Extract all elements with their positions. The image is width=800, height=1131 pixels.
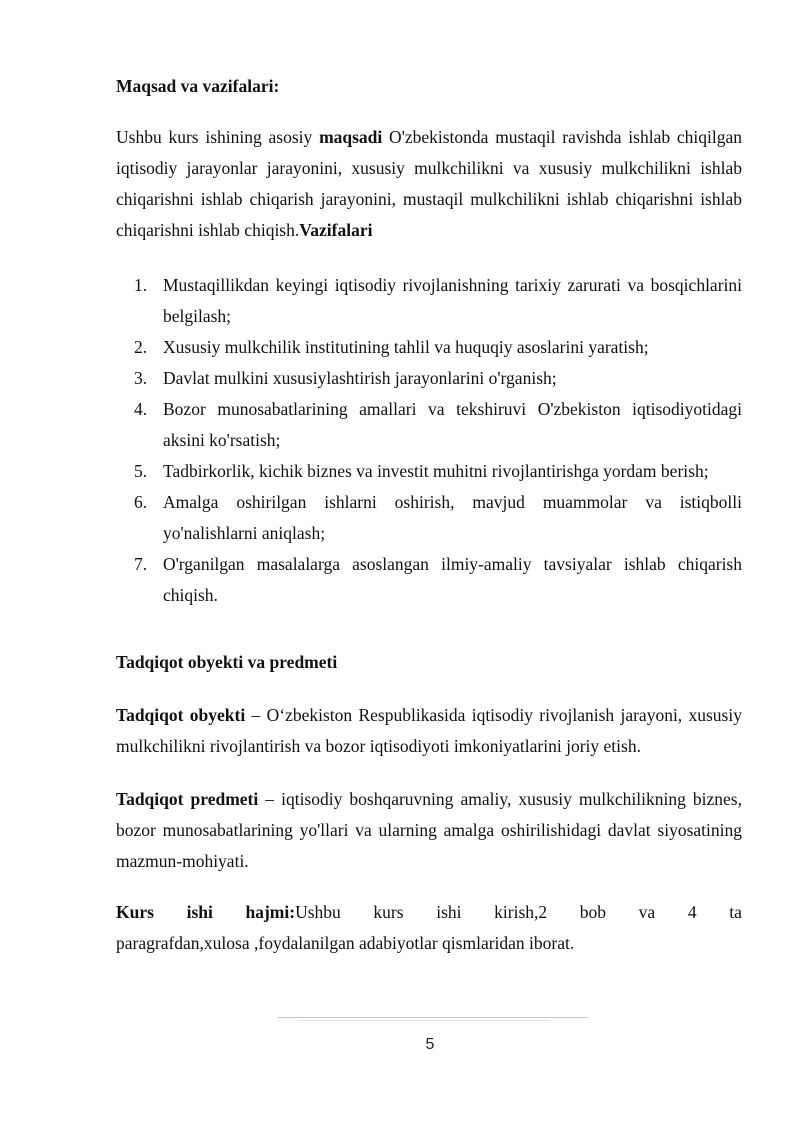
list-number: 7. (134, 554, 148, 574)
intro-bold-maqsadi: maqsadi (319, 127, 383, 147)
heading-goals: Maqsad va vazifalari: (116, 76, 280, 96)
subject-text: – iqtisodiy boshqaruvning amaliy, xususiy mulkchilikning biznes, bozor munosabatlarining yo'llari va ularning amalga oshirilishidagi davlat siyosatining mazmun-mohiyati. (116, 789, 742, 871)
list-text: Amalga oshirilgan ishlarni oshirish, mavjud muammolar va istiqbolli yo'nalishlarni aniqlash; (163, 492, 742, 543)
volume-word: kurs (373, 902, 404, 922)
list-number: 5. (134, 461, 148, 481)
volume-word: Ushbu (295, 902, 341, 922)
list-item (116, 487, 742, 549)
volume-word: kirish,2 (494, 902, 548, 922)
volume-word: Kurs (116, 902, 154, 922)
list-item (116, 549, 742, 611)
list-text: Tadbirkorlik, kichik biznes va investit muhitni rivojlantirishga yordam berish; (163, 461, 709, 481)
list-text: Bozor munosabatlarining amallari va tekshiruvi O'zbekiston iqtisodiyotidagi aksini ko'rsatish; (163, 399, 742, 450)
list-number: 6. (134, 492, 148, 512)
volume-line-1 (116, 897, 742, 928)
object-paragraph (116, 700, 742, 762)
volume-line-2: paragrafdan,xulosa ,foydalanilgan adabiyotlar qismlaridan iborat. (116, 933, 575, 953)
list-number: 2. (134, 337, 148, 357)
list-text: O'rganilgan masalalarga asoslangan ilmiy-amaliy tavsiyalar ishlab chiqarish chiqish. (163, 554, 742, 605)
volume-word: ishi (436, 902, 462, 922)
list-text: Xususiy mulkchilik institutining tahlil va huquqiy asoslarini yaratish; (163, 337, 649, 357)
footer-divider-shadow (300, 1020, 550, 1021)
object-label: Tadqiqot obyekti (116, 705, 246, 725)
list-item (116, 394, 742, 456)
intro-paragraph (116, 122, 742, 246)
volume-word: ta (729, 902, 742, 922)
intro-text-2: O'zbekistonda mustaqil ravishda ishlab chiqilgan iqtisodiy jarayonlar jarayonini, xususiy mulkchilikni va xususiy mulkchilikni ishlab chiqarishni ishlab chiqarish jarayonini, mustaqil mulkchilikni ishlab chiqarishni ishlab chiqarishni ishlab chiqish. (116, 127, 742, 240)
list-number: 3. (134, 368, 148, 388)
volume-word: va (638, 902, 656, 922)
list-item (116, 332, 742, 363)
subject-paragraph (116, 784, 742, 877)
volume-paragraph (116, 897, 742, 959)
list-number: 1. (134, 275, 148, 295)
tasks-list (116, 270, 742, 611)
volume-word: 4 (687, 902, 697, 922)
intro-bold-vazifalari: Vazifalari (299, 220, 373, 240)
list-item (116, 363, 742, 394)
volume-word-group (246, 897, 341, 928)
volume-word: bob (579, 902, 607, 922)
list-number: 4. (134, 399, 148, 419)
list-text: Mustaqillikdan keyingi iqtisodiy rivojlanishning tarixiy zarurati va bosqichlarini belgilash; (163, 275, 742, 326)
volume-word: ishi (186, 902, 213, 922)
list-item (116, 270, 742, 332)
heading-object-subject: Tadqiqot obyekti va predmeti (116, 652, 338, 672)
list-item (116, 456, 742, 487)
intro-text-1: Ushbu kurs ishining asosiy (116, 127, 320, 147)
footer-divider (278, 1017, 588, 1018)
object-text: – O‘zbekiston Respublikasida iqtisodiy rivojlanish jarayoni, xususiy mulkchilikni rivojlantirish va bozor iqtisodiyoti imkoniyatlarini joriy etish. (116, 705, 742, 756)
page-number: 5 (425, 1036, 435, 1053)
subject-label: Tadqiqot predmeti (116, 789, 259, 809)
volume-word: hajmi: (245, 902, 296, 922)
list-text: Davlat mulkini xususiylashtirish jarayonlarini o'rganish; (163, 368, 557, 388)
